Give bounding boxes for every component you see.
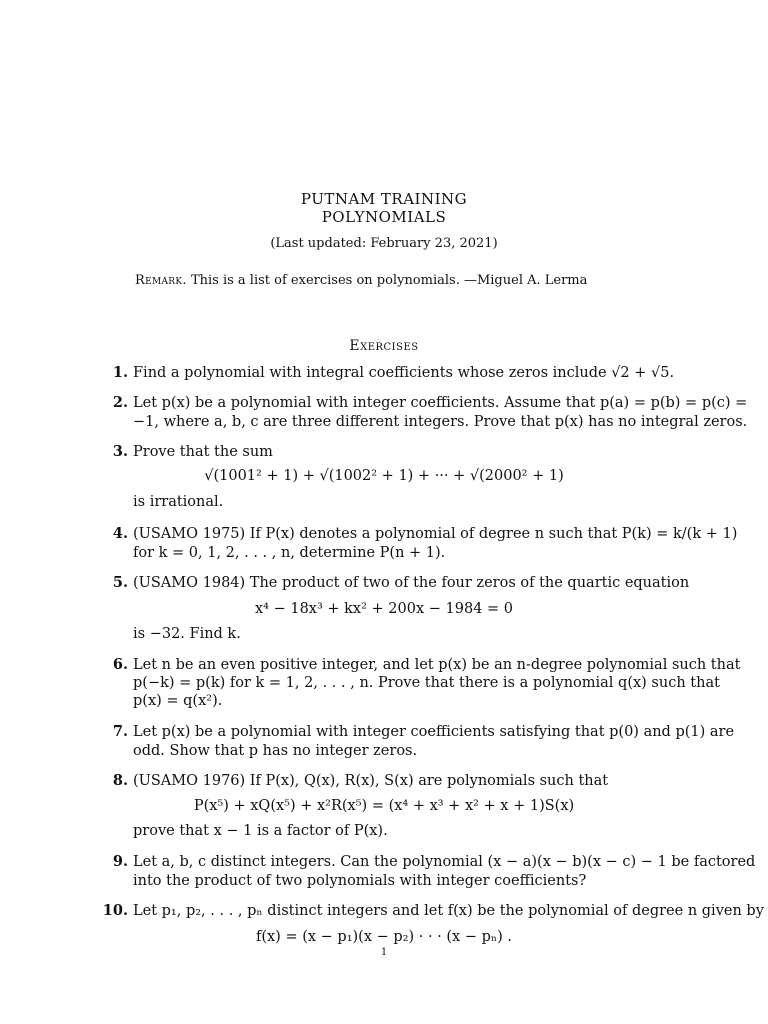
exercise-text-line: p(−k) = p(k) for k = 1, 2, . . . , n. Prove that there is a polynomial q(x) such that	[133, 675, 720, 691]
exercise-number: 1.	[112, 364, 128, 381]
display-equation: P(x⁵) + xQ(x⁵) + x²R(x⁵) = (x⁴ + x³ + x² + x + 1)S(x)	[193, 798, 575, 814]
last-updated-note: (Last updated: February 23, 2021)	[270, 236, 498, 251]
document-title-line-1: PUTNAM TRAINING	[300, 190, 468, 208]
remark	[135, 273, 587, 288]
exercise-text-line: odd. Show that p has no integer zeros.	[133, 743, 418, 759]
exercise-text-line: Let p(x) be a polynomial with integer coefficients. Assume that p(a) = p(b) = p(c) =	[133, 395, 748, 411]
exercise-number: 6.	[112, 656, 128, 673]
exercise-number: 10.	[102, 902, 128, 919]
display-equation: √(1001² + 1) + √(1002² + 1) + ··· + √(2000² + 1)	[204, 468, 564, 484]
exercise-text-line: (USAMO 1976) If P(x), Q(x), R(x), S(x) are polynomials such that	[133, 773, 609, 789]
exercise-number: 5.	[112, 574, 128, 591]
remark-label: Remark.	[135, 273, 187, 288]
exercise-text-line: (USAMO 1984) The product of two of the four zeros of the quartic equation	[133, 575, 690, 591]
document-title-line-2: POLYNOMIALS	[321, 208, 447, 226]
exercise-text-line: Let p₁, p₂, . . . , pₙ distinct integers and let f(x) be the polynomial of degree n given by	[133, 903, 764, 919]
exercise-text-line: is irrational.	[133, 494, 224, 510]
exercise-number: 8.	[112, 772, 128, 789]
exercise-text-line: is −32. Find k.	[133, 626, 241, 642]
page-number: 1	[380, 947, 388, 958]
exercise-number: 9.	[112, 853, 128, 870]
section-title: Exercises	[349, 338, 419, 354]
exercise-text-line: p(x) = q(x²).	[133, 693, 223, 709]
exercise-number: 4.	[112, 525, 128, 542]
remark-text: This is a list of exercises on polynomials. —Miguel A. Lerma	[190, 273, 588, 288]
exercise-text-line: Let n be an even positive integer, and let p(x) be an n-degree polynomial such that	[133, 657, 741, 673]
exercise-number: 2.	[112, 394, 128, 411]
display-equation: x⁴ − 18x³ + kx² + 200x − 1984 = 0	[254, 601, 514, 617]
exercise-text-line: Prove that the sum	[133, 444, 273, 460]
exercise-text-line: Let p(x) be a polynomial with integer coefficients satisfying that p(0) and p(1) are	[133, 724, 735, 740]
display-equation: f(x) = (x − p₁)(x − p₂) · · · (x − pₙ) .	[255, 929, 513, 945]
exercise-text-line: Let a, b, c distinct integers. Can the polynomial (x − a)(x − b)(x − c) − 1 be factored	[133, 854, 756, 870]
exercise-text-line: into the product of two polynomials with integer coefficients?	[133, 873, 587, 889]
exercise-text-line: for k = 0, 1, 2, . . . , n, determine P(n + 1).	[133, 545, 446, 561]
exercise-number: 7.	[112, 723, 128, 740]
exercise-text-line: −1, where a, b, c are three different integers. Prove that p(x) has no integral zeros.	[133, 414, 748, 430]
exercise-text-line: prove that x − 1 is a factor of P(x).	[133, 823, 388, 839]
exercise-text-line: Find a polynomial with integral coefficients whose zeros include √2 + √5.	[133, 365, 675, 381]
exercise-text-line: (USAMO 1975) If P(x) denotes a polynomial of degree n such that P(k) = k/(k + 1)	[133, 526, 738, 542]
exercise-number: 3.	[112, 443, 128, 460]
